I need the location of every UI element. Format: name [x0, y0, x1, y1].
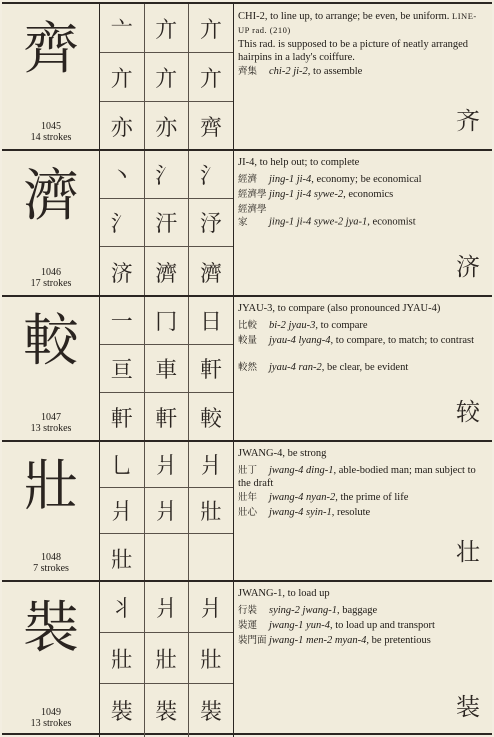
headword-panel [2, 442, 100, 582]
compound-characters: 較量 [238, 335, 258, 346]
dictionary-entry [2, 295, 492, 440]
compound-entry [238, 66, 488, 79]
stroke-order-cell: 汿 [189, 199, 233, 247]
compound-characters: 經濟 [238, 174, 258, 185]
compound-entry [238, 204, 488, 229]
compound-romanization: chi-2 ji-2 [269, 66, 308, 77]
stroke-order-cell: 裝 [199, 700, 222, 725]
compound-characters: 壯年 [238, 492, 258, 503]
compound-romanization: jing-1 ji-4 sywe-2 jya-1 [269, 216, 368, 228]
compound-entry [238, 362, 488, 375]
definition-panel [238, 4, 490, 151]
simplified-character: 较 [456, 398, 480, 426]
stroke-order-cell: 壯 [100, 534, 145, 582]
entry-number: 1046 [41, 267, 61, 278]
compound-romanization: jwang-1 men-2 myan-4 [269, 635, 367, 646]
stroke-order-cell: 氵 [100, 199, 145, 247]
headword-panel [2, 4, 100, 151]
entry-note: This rad. is supposed to be a picture of neatly arranged hairpins in a lady's coiffure. [238, 39, 469, 63]
compound-romanization: jwang-4 ding-1 [269, 465, 334, 476]
stroke-order-cell: 裝 [100, 684, 145, 737]
compound-characters: 壯心 [238, 507, 258, 518]
compound-entry [238, 465, 488, 490]
stroke-order-cell [189, 534, 233, 582]
simplified-character: 装 [456, 693, 480, 721]
heading-text: JI-4, to help out; to complete [238, 157, 360, 168]
stroke-order-cell: 濟 [199, 261, 222, 287]
dictionary-entry [2, 440, 492, 580]
stroke-count: 7 strokes [33, 563, 69, 574]
entry-heading [238, 303, 488, 316]
stroke-order-cell: 一 [100, 297, 145, 345]
stroke-order-cell: 爿 [145, 582, 190, 633]
stroke-order-cell: 爿 [189, 442, 233, 488]
headword-character: 較 [23, 309, 79, 375]
compound-romanization: jing-1 ji-4 sywe-2 [269, 189, 344, 200]
headword-panel [2, 582, 100, 737]
stroke-order-cell: 氵 [189, 151, 233, 199]
entry-number: 1048 [41, 552, 61, 563]
entry-heading [238, 448, 488, 461]
headword-panel [2, 297, 100, 442]
compound-romanization: sying-2 jwang-1 [269, 605, 337, 616]
compound-romanization: jwang-4 syin-1 [269, 507, 332, 518]
compound-characters: 經濟學家 [238, 204, 267, 228]
stroke-order-grid [100, 442, 234, 582]
stroke-order-cell: 丬 [100, 582, 145, 633]
stroke-order-cell: 軒 [189, 345, 233, 393]
definition-panel [238, 442, 490, 582]
stroke-order-cell: 亦 [100, 102, 145, 151]
simplified-character: 壮 [456, 538, 480, 566]
compound-romanization: jwang-1 yun-4 [269, 620, 330, 631]
heading-text: JYAU-3, to compare (also pronounced JYAU-4) [238, 303, 441, 314]
compound-entry [238, 620, 488, 633]
compound-entry [238, 320, 488, 333]
compound-characters: 比較 [238, 320, 258, 331]
stroke-order-cell: 爿 [145, 488, 190, 534]
headword-character: 濟 [23, 163, 79, 229]
compound-romanization: bi-2 jyau-3 [269, 320, 316, 331]
compound-entry [238, 605, 488, 618]
radical-label: LINE-UP rad. (210) [238, 11, 477, 35]
headword-character: 裝 [23, 595, 79, 661]
stroke-order-cell: 亘 [100, 345, 145, 393]
compound-meaning: , economics [343, 189, 394, 200]
stroke-order-cell: 亣 [145, 4, 190, 53]
stroke-order-cell: 亠 [100, 4, 145, 53]
entry-heading [238, 157, 488, 170]
dictionary-entry [2, 149, 492, 295]
stroke-order-cell: 軒 [100, 393, 145, 442]
compound-romanization: jwang-4 nyan-2 [269, 492, 336, 503]
compound-meaning: , the prime of life [335, 492, 409, 503]
compound-characters: 裝門面 [238, 635, 267, 646]
stroke-order-grid [100, 297, 234, 442]
stroke-count: 13 strokes [30, 718, 72, 729]
stroke-order-cell: 車 [145, 345, 190, 393]
simplified-character: 济 [456, 253, 480, 281]
stroke-order-cell: 丶 [100, 151, 145, 199]
stroke-order-cell: 冂 [145, 297, 190, 345]
stroke-count: 14 strokes [30, 132, 72, 143]
compound-meaning: , be pretentious [366, 635, 431, 646]
definition-panel [238, 297, 490, 442]
definition-panel [238, 151, 490, 297]
compound-entry [238, 635, 488, 648]
stroke-order-cell: 壯 [189, 633, 233, 684]
dictionary-page [2, 2, 492, 735]
headword-panel [2, 151, 100, 297]
heading-text: JWANG-1, to load up [238, 588, 330, 599]
stroke-order-cell: 壯 [145, 633, 190, 684]
compound-entry [238, 189, 488, 202]
compound-meaning: , baggage [336, 605, 378, 616]
stroke-order-cell: 壯 [189, 488, 233, 534]
entry-number: 1045 [41, 121, 61, 132]
compound-meaning: , economy; be economical [311, 174, 422, 185]
stroke-order-cell: 爿 [189, 582, 233, 633]
stroke-order-cell: 亣 [100, 53, 145, 102]
compound-meaning: , to compare, to match; to contrast [330, 335, 474, 346]
definition-panel [238, 582, 490, 737]
headword-character: 齊 [23, 16, 79, 82]
entry-heading [238, 588, 488, 601]
stroke-order-cell: 爿 [100, 488, 145, 534]
dictionary-entry [2, 580, 492, 735]
compound-meaning: , to load up and transport [329, 620, 435, 631]
compound-meaning: , resolute [331, 507, 371, 518]
entry-number: 1049 [41, 707, 61, 718]
stroke-order-cell: 亦 [145, 102, 190, 151]
stroke-count: 13 strokes [30, 423, 72, 434]
compound-entry [238, 492, 488, 505]
stroke-order-cell: 濟 [145, 247, 190, 297]
compound-characters: 壯丁 [238, 465, 258, 476]
compound-meaning: , able-bodied man; man subject to the draft [238, 465, 476, 489]
stroke-order-cell: 爿 [145, 442, 190, 488]
compound-characters: 經濟學 [238, 189, 267, 200]
stroke-order-grid [100, 151, 234, 297]
compound-meaning: , be clear, be evident [321, 362, 409, 373]
stroke-order-cell: 济 [100, 247, 145, 297]
stroke-order-cell: 亣 [145, 53, 190, 102]
stroke-order-cell: 較 [199, 407, 222, 432]
stroke-order-cell: 氵 [145, 151, 190, 199]
stroke-order-cell: 齊 [199, 116, 222, 141]
compound-meaning: , economist [367, 216, 416, 228]
stroke-order-cell: 汗 [145, 199, 190, 247]
compound-meaning: , to compare [315, 320, 368, 331]
compound-characters: 行裝 [238, 605, 258, 616]
entry-number: 1047 [41, 412, 61, 423]
stroke-count: 17 strokes [30, 278, 72, 289]
headword-character: 壯 [23, 453, 79, 519]
compound-entry [238, 507, 488, 520]
compound-romanization: jyau-4 ran-2 [269, 362, 322, 373]
compound-characters: 裝運 [238, 620, 258, 631]
heading-text: JWANG-4, be strong [238, 448, 327, 459]
compound-meaning: , to assemble [307, 66, 363, 77]
heading-text: CHI-2, to line up, to arrange; be even, be uniform. [238, 11, 450, 22]
entry-heading [238, 10, 488, 37]
compound-romanization: jyau-4 lyang-4 [269, 335, 331, 346]
compound-characters: 齊集 [238, 66, 258, 77]
stroke-order-cell: 亣 [189, 53, 233, 102]
stroke-order-cell: 壯 [100, 633, 145, 684]
stroke-order-cell: 裝 [145, 684, 190, 737]
stroke-order-cell: 亣 [189, 4, 233, 53]
compound-romanization: jing-1 ji-4 [269, 174, 312, 185]
compound-entry [238, 335, 488, 348]
stroke-order-cell: 日 [189, 297, 233, 345]
stroke-order-cell: 軒 [145, 393, 190, 442]
stroke-order-cell: 乚 [100, 442, 145, 488]
stroke-order-grid [100, 582, 234, 737]
stroke-order-grid [100, 4, 234, 151]
simplified-character: 齐 [456, 107, 480, 135]
compound-entry [238, 174, 488, 187]
stroke-order-cell [145, 534, 190, 582]
dictionary-entry [2, 2, 492, 149]
compound-characters: 較然 [238, 362, 258, 373]
